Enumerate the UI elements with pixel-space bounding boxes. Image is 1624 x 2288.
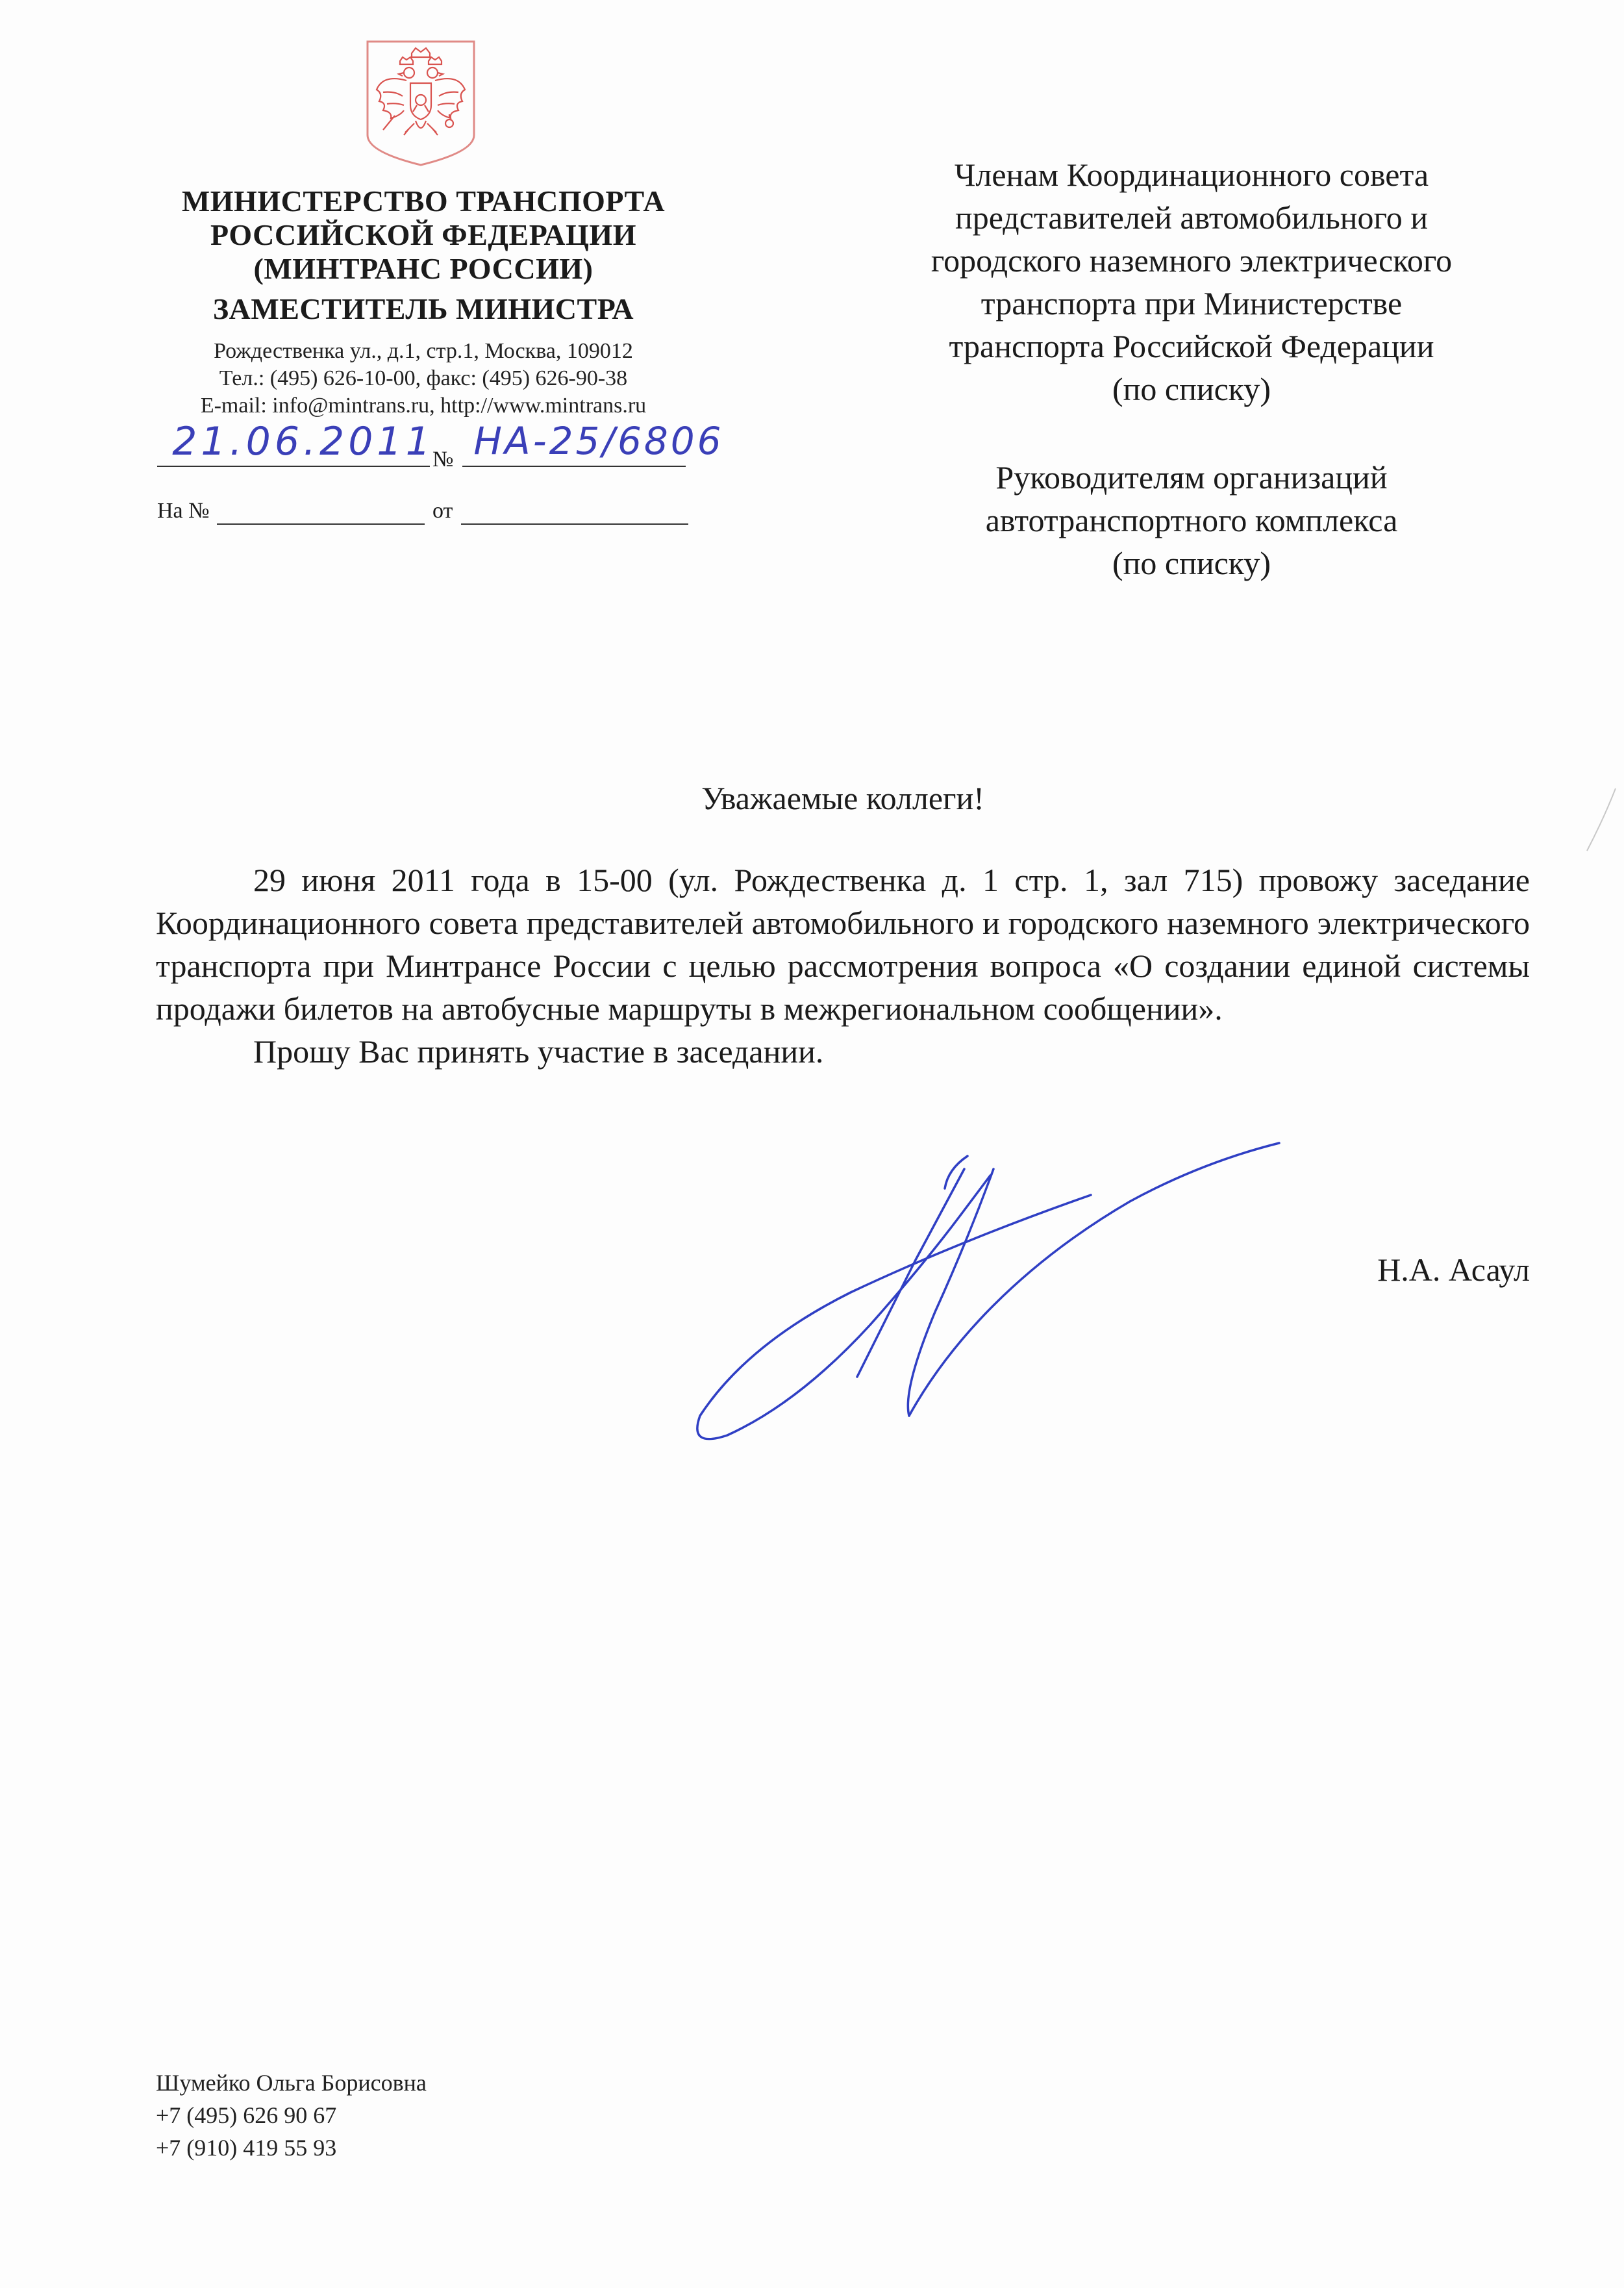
salutation: Уважаемые коллеги! <box>701 780 984 816</box>
number-sign: № <box>432 447 454 471</box>
executor-info <box>156 2067 740 2164</box>
addressee-line: представителей автомобильного и <box>955 199 1429 236</box>
addressee-line: автотранспортного комплекса <box>985 502 1398 538</box>
executor-phone: +7 (495) 626 90 67 <box>156 2102 337 2128</box>
outgoing-number: НА-25/6806 <box>473 419 724 463</box>
addressee-line: городского наземного электрического <box>931 242 1453 279</box>
reply-number-blank <box>217 523 425 525</box>
reply-number-label: На № <box>157 499 210 523</box>
executor-name: Шумейко Ольга Борисовна <box>156 2070 427 2096</box>
reply-reference-line <box>157 499 690 531</box>
addressee-council-members <box>844 153 1539 410</box>
addressee-line: (по списку) <box>1112 545 1271 581</box>
ministry-name-line-3: (МИНТРАНС РОССИИ) <box>253 252 593 285</box>
reply-date-blank <box>461 523 688 525</box>
addressee-line: транспорта при Министерстве <box>981 285 1403 321</box>
addressee-line: (по списку) <box>1112 371 1271 407</box>
ministry-phone: Тел.: (495) 626-10-00, факс: (495) 626-90-38 <box>219 366 628 390</box>
letterhead <box>144 184 703 420</box>
ministry-email: E-mail: info@mintrans.ru, http://www.mintrans.ru <box>200 394 647 418</box>
addressee-line: Членам Координационного совета <box>954 157 1429 193</box>
letter-body <box>156 859 1530 1073</box>
scan-mark-icon <box>1584 786 1617 857</box>
registration-line <box>157 419 724 471</box>
date-underline <box>157 466 430 467</box>
handwritten-signature-icon <box>688 1130 1286 1468</box>
addressee-line: Руководителям организаций <box>995 459 1388 496</box>
ministry-name-line-1: МИНИСТЕРСТВО ТРАНСПОРТА <box>181 184 666 218</box>
ministry-address: Рождественка ул., д.1, стр.1, Москва, 109012 <box>214 339 633 363</box>
ministry-name-line-2: РОССИЙСКОЙ ФЕДЕРАЦИИ <box>210 218 636 251</box>
executor-phone: +7 (910) 419 55 93 <box>156 2135 337 2161</box>
addressee-organization-heads <box>844 456 1539 585</box>
signer-name: Н.А. Асаул <box>1377 1251 1530 1288</box>
outgoing-date: 21.06.2011 <box>172 419 434 464</box>
russian-coat-of-arms-icon <box>364 38 478 168</box>
body-paragraph: Прошу Вас принять участие в заседании. <box>253 1033 824 1070</box>
reply-date-label: от <box>432 499 453 523</box>
body-paragraph: 29 июня 2011 года в 15-00 (ул. Рождественка д. 1 стр. 1, зал 715) провожу заседание Координационного совета представителей автомобильного и городского наземного электрического транспорта при Минтрансе России с целью рассмотрения вопроса «О создании единой системы продажи билетов на автобусные маршруты в межрегиональном сообщении». <box>156 862 1530 1027</box>
number-underline <box>462 466 686 467</box>
addressee-line: транспорта Российской Федерации <box>949 328 1434 364</box>
sender-role: ЗАМЕСТИТЕЛЬ МИНИСТРА <box>212 292 634 325</box>
